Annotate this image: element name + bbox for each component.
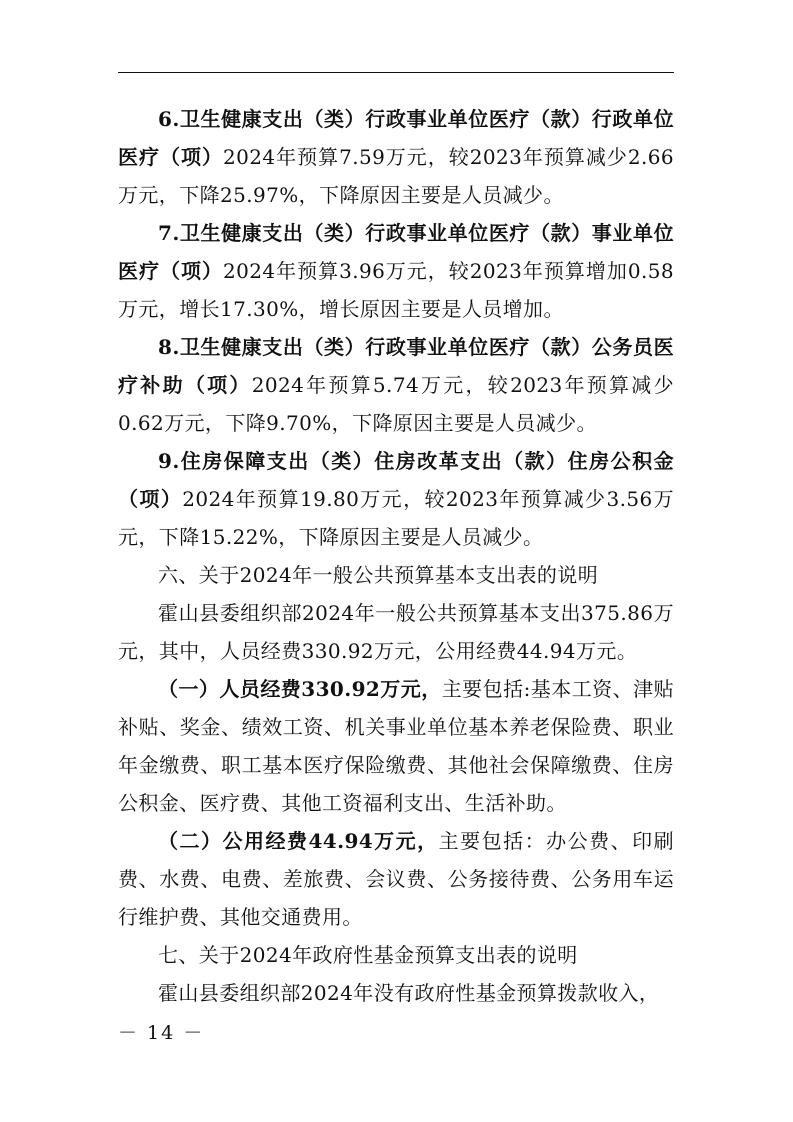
- public-expense-body: 主要包括：办公费、印刷费、水费、电费、差旅费、会议费、公务接待费、公务用车运行维护费、其他交通费用。: [118, 829, 674, 929]
- item-7-body: 2024年预算3.96万元，较2023年预算增加0.58万元，增长17.30%，增长原因主要是人员增加。: [118, 259, 674, 321]
- item-6-lead: 6.卫生健康支出（类）行政事业单位医疗（款）行政单位医疗（项）: [118, 107, 674, 169]
- section-7-summary: 霍山县委组织部2024年没有政府性基金预算拨款收入，: [158, 981, 660, 1005]
- header-rule: [118, 72, 674, 73]
- item-9-lead: 9.住房保障支出（类）住房改革支出（款）住房公积金（项）: [118, 449, 674, 511]
- paragraph-item-6: [118, 100, 674, 214]
- item-6-body: 2024年预算7.59万元，较2023年预算减少2.66万元，下降25.97%，下降原因主要是人员减少。: [118, 145, 674, 207]
- section-7-heading: 七、关于2024年政府性基金预算支出表的说明: [158, 943, 578, 967]
- personnel-expense-lead: （一）人员经费330.92万元，: [158, 677, 442, 701]
- paragraph-item-8: [118, 328, 674, 442]
- item-9-body: 2024年预算19.80万元，较2023年预算减少3.56万元，下降15.22%，下降原因主要是人员减少。: [118, 487, 674, 549]
- public-expense-lead: （二）公用经费44.94万元，: [158, 829, 439, 853]
- paragraph-item-7: [118, 214, 674, 328]
- public-expense-paragraph: [118, 822, 674, 936]
- document-body: [118, 100, 674, 1012]
- paragraph-item-9: [118, 442, 674, 556]
- item-7-lead: 7.卫生健康支出（类）行政事业单位医疗（款）事业单位医疗（项）: [118, 221, 674, 283]
- personnel-expense-body: 主要包括:基本工资、津贴补贴、奖金、绩效工资、机关事业单位基本养老保险费、职业年金缴费、职工基本医疗保险缴费、其他社会保障缴费、住房公积金、医疗费、其他工资福利支出、生活补助。: [118, 677, 674, 815]
- section-6-heading: 六、关于2024年一般公共预算基本支出表的说明: [158, 563, 599, 587]
- item-8-lead: 8.卫生健康支出（类）行政事业单位医疗（款）公务员医疗补助（项）: [118, 335, 674, 397]
- section-6-summary: 霍山县委组织部2024年一般公共预算基本支出375.86万元，其中，人员经费330.92万元，公用经费44.94万元。: [118, 601, 674, 663]
- page-number: － 14 －: [118, 1022, 205, 1044]
- item-8-body: 2024年预算5.74万元，较2023年预算减少0.62万元，下降9.70%，下降原因主要是人员减少。: [118, 373, 674, 435]
- personnel-expense-paragraph: [118, 670, 674, 822]
